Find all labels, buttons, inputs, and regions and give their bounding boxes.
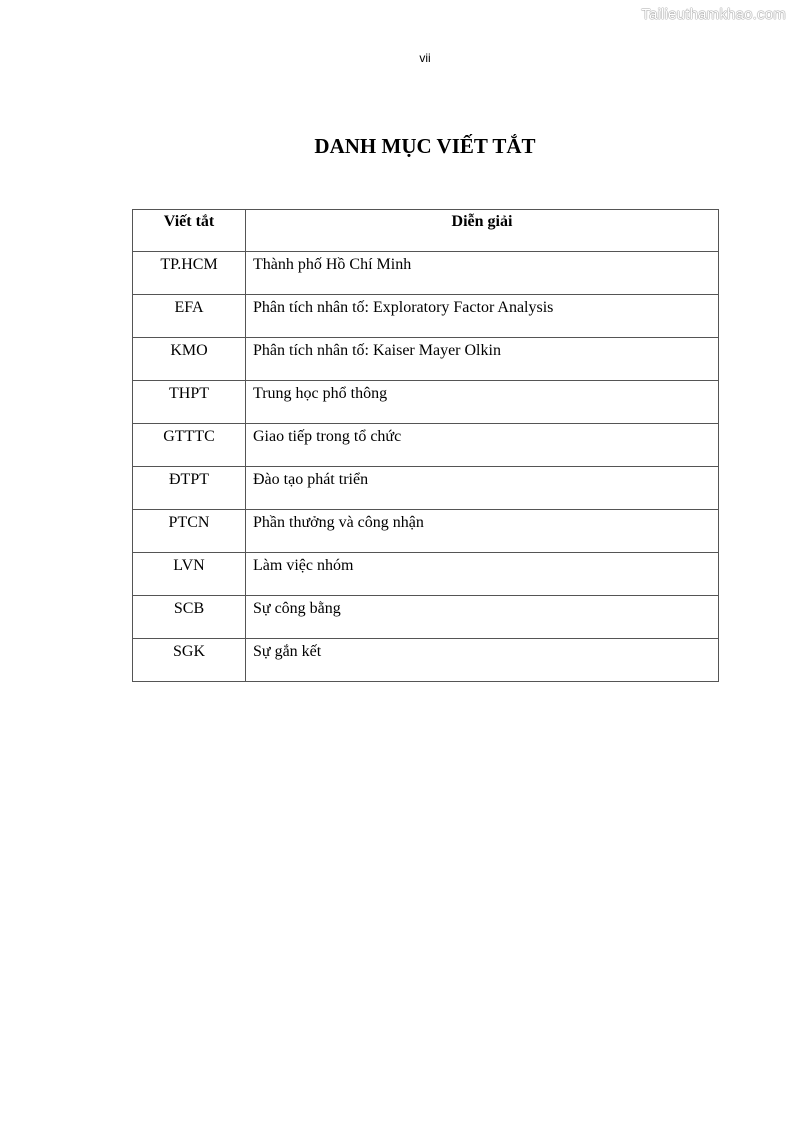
abbreviation-cell: ĐTPT [133, 467, 246, 510]
table-row [133, 295, 719, 338]
abbreviation-cell: PTCN [133, 510, 246, 553]
abbreviation-cell: TP.HCM [133, 252, 246, 295]
description-cell: Phân tích nhân tố: Exploratory Factor Analysis [246, 295, 719, 338]
abbreviation-cell: SCB [133, 596, 246, 639]
abbreviation-cell: KMO [133, 338, 246, 381]
description-cell: Sự công bằng [246, 596, 719, 639]
table-row [133, 510, 719, 553]
description-cell: Thành phố Hồ Chí Minh [246, 252, 719, 295]
abbreviation-cell: EFA [133, 295, 246, 338]
abbreviation-cell: LVN [133, 553, 246, 596]
abbreviation-cell: SGK [133, 639, 246, 682]
table-row [133, 252, 719, 295]
description-cell: Phân tích nhân tố: Kaiser Mayer Olkin [246, 338, 719, 381]
table-row [133, 639, 719, 682]
abbreviation-cell: GTTTC [133, 424, 246, 467]
watermark-text: Tailieuthamkhao.com [641, 6, 786, 23]
table-row [133, 467, 719, 510]
page-number: vii [419, 51, 431, 65]
table-row [133, 381, 719, 424]
abbreviation-cell: THPT [133, 381, 246, 424]
description-cell: Làm việc nhóm [246, 553, 719, 596]
table-header-row [133, 210, 719, 252]
description-cell: Phần thưởng và công nhận [246, 510, 719, 553]
header-description: Diễn giải [246, 210, 719, 252]
description-cell: Giao tiếp trong tổ chức [246, 424, 719, 467]
table-row [133, 338, 719, 381]
abbreviation-table [132, 209, 719, 682]
description-cell: Trung học phổ thông [246, 381, 719, 424]
table-row [133, 596, 719, 639]
description-cell: Sự gắn kết [246, 639, 719, 682]
page-title: DANH MỤC VIẾT TẮT [314, 134, 536, 158]
table-row [133, 424, 719, 467]
description-cell: Đào tạo phát triển [246, 467, 719, 510]
table-row [133, 553, 719, 596]
header-abbreviation: Viết tắt [133, 210, 246, 252]
